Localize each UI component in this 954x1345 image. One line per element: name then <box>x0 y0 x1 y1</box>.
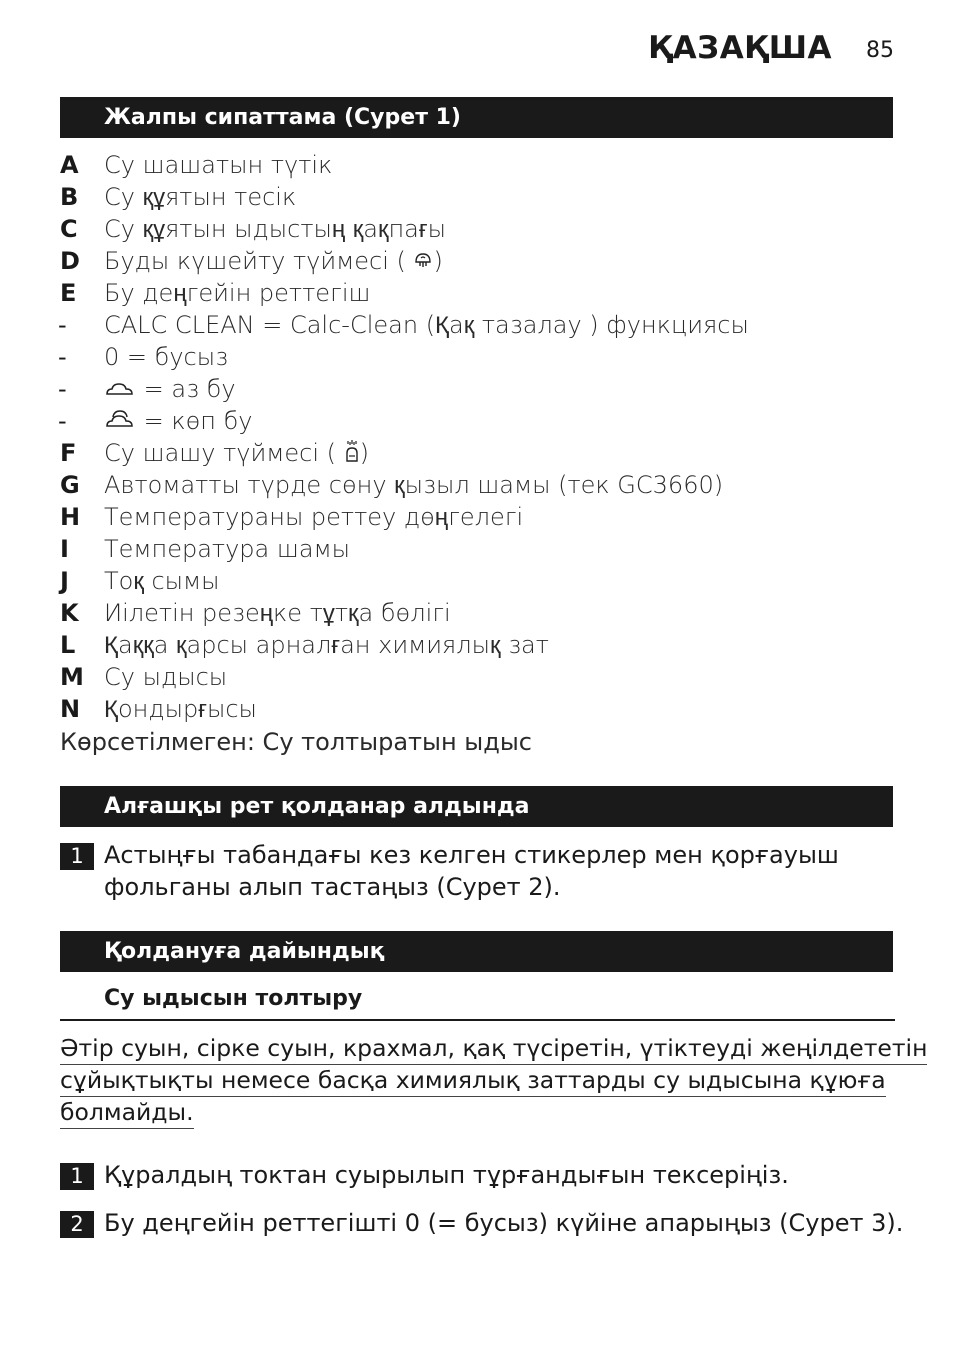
step-text-line: Астыңғы табандағы кез келген стикерлер мен қорғауыш <box>104 841 839 869</box>
item-text-before: Буды күшейту түймесі ( <box>104 247 414 275</box>
item-key: E <box>60 279 77 307</box>
list-item <box>0 407 954 439</box>
list-item <box>0 247 954 279</box>
step-text-line: Бу деңгейін реттегішті 0 (= бусыз) күйіне апарыңыз (Сурет 3). <box>104 1209 904 1237</box>
list-item <box>0 631 954 663</box>
item-text: Иілетін резеңке тұтқа бөлігі <box>104 599 451 627</box>
subheading-fill-tank: Су ыдысын толтыру <box>104 986 363 1011</box>
item-text: Су құятын ыдыстың қақпағы <box>104 215 446 243</box>
parts-list <box>0 151 954 727</box>
item-key: K <box>60 599 79 627</box>
list-item <box>0 151 954 183</box>
list-item <box>0 439 954 471</box>
item-text: Қаққа қарсы арналған химиялық зат <box>104 631 549 659</box>
item-text-after: ) <box>359 439 370 467</box>
item-key: F <box>60 439 77 467</box>
item-text: Су ыдысы <box>104 663 228 691</box>
list-item <box>0 215 954 247</box>
item-dash: - <box>58 375 67 403</box>
page-number: 85 <box>866 38 894 63</box>
list-item <box>0 311 954 343</box>
language-heading: ҚАЗАҚША <box>648 30 832 66</box>
item-key: A <box>60 151 79 179</box>
list-item <box>0 503 954 535</box>
item-text: Бу деңгейін реттегіш <box>104 279 371 307</box>
list-item <box>0 279 954 311</box>
item-text: Су шашатын түтік <box>104 151 333 179</box>
item-key: B <box>60 183 79 211</box>
item-text <box>104 247 443 276</box>
item-key: M <box>60 663 84 691</box>
item-text <box>104 407 253 436</box>
list-item <box>0 183 954 215</box>
warning-line: сұйықтықты немесе басқа химиялық заттарды су ыдысына құюға <box>60 1066 886 1097</box>
list-item <box>0 599 954 631</box>
item-text-after: = аз бу <box>136 375 236 403</box>
list-item <box>0 535 954 567</box>
item-text-after: ) <box>433 247 443 275</box>
step-text-line: Құралдың токтан суырылып тұрғандығын тексеріңіз. <box>104 1161 789 1189</box>
section-heading-first-use: Алғашқы рет қолданар алдында <box>60 786 893 827</box>
item-key: N <box>60 695 81 723</box>
item-text: 0 = бусыз <box>104 343 229 371</box>
item-text-before: Су шашу түймесі ( <box>104 439 344 467</box>
section-heading-general: Жалпы сипаттама (Сурет 1) <box>60 97 893 138</box>
item-text: Тоқ сымы <box>104 567 220 595</box>
item-text: Температура шамы <box>104 535 351 563</box>
not-shown-note: Көрсетілмеген: Су толтыратын ыдыс <box>60 728 532 756</box>
item-text <box>104 375 236 404</box>
steam-boost-icon <box>413 248 433 276</box>
cloud-high-icon <box>104 408 136 436</box>
list-item <box>0 375 954 407</box>
step-number: 2 <box>60 1211 94 1238</box>
warning-line: болмайды. <box>60 1098 194 1129</box>
item-text-after: = көп бу <box>136 407 253 435</box>
item-key: L <box>60 631 76 659</box>
item-dash: - <box>58 407 67 435</box>
step-text-line: фольганы алып тастаңыз (Сурет 2). <box>104 873 561 901</box>
step-number: 1 <box>60 1163 94 1190</box>
cloud-low-icon <box>104 376 136 404</box>
list-item <box>0 471 954 503</box>
item-dash: - <box>58 311 67 339</box>
warning-line: Әтір суын, сірке суын, крахмал, қақ түсіретін, үтіктеуді жеңілдететін <box>60 1034 927 1065</box>
step-number: 1 <box>60 843 94 870</box>
item-text <box>104 439 369 469</box>
item-text: Температураны реттеу дөңгелегі <box>104 503 524 531</box>
item-key: J <box>60 567 69 595</box>
section-heading-preparing: Қолдануға дайындық <box>60 931 893 972</box>
item-key: C <box>60 215 78 243</box>
item-text: CALC CLEAN = Calc-Clean (Қақ тазалау ) функциясы <box>104 311 749 339</box>
item-key: G <box>60 471 80 499</box>
list-item <box>0 663 954 695</box>
item-key: H <box>60 503 81 531</box>
divider <box>60 1019 895 1021</box>
item-text: Қондырғысы <box>104 695 257 723</box>
item-text: Су құятын тесік <box>104 183 297 211</box>
spray-icon <box>344 439 360 469</box>
list-item <box>0 567 954 599</box>
item-text: Автоматты түрде сөну қызыл шамы (тек GC3660) <box>104 471 724 499</box>
item-dash: - <box>58 343 67 371</box>
list-item <box>0 343 954 375</box>
list-item <box>0 695 954 727</box>
item-key: I <box>60 535 69 563</box>
item-key: D <box>60 247 80 275</box>
